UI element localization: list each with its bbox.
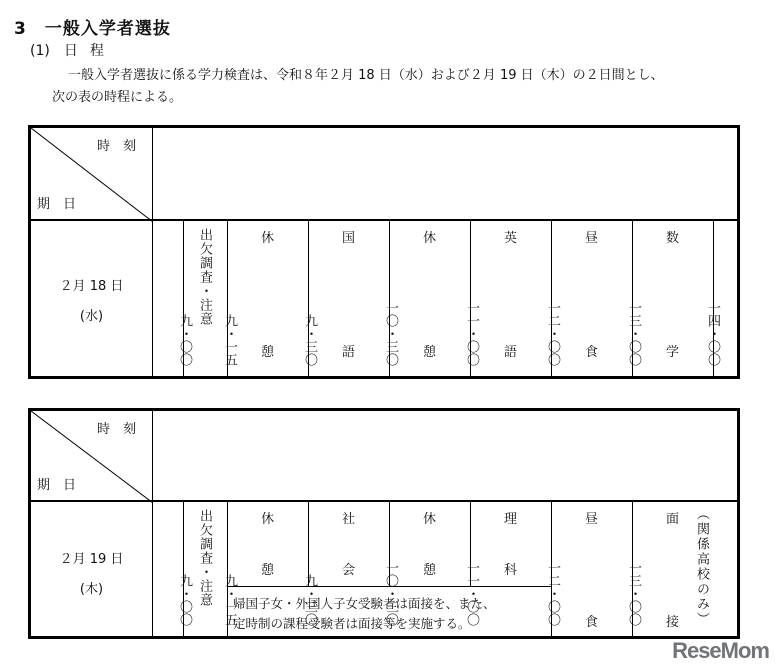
watermark-logo: ReseMom (672, 638, 769, 663)
cell-top: 休 (422, 512, 436, 527)
cell-top: 面 (665, 512, 679, 527)
cell-top: 社 (341, 512, 355, 527)
cell-bottom: 食 (584, 345, 598, 360)
date-label: ２月 19 日 (59, 552, 124, 567)
time-label: 九・一五 (222, 314, 237, 366)
time-label: 九・〇〇 (177, 314, 192, 366)
schedule-table-day2 (28, 408, 740, 639)
time-label: 九・三〇 (302, 574, 317, 626)
intro-paragraph: 一般入学者選抜に係る学力検査は、令和８年２月 18 日（水）および２月 19 日（木）の２日間とし、 次の表の時程による。 (52, 68, 664, 105)
note-line: 帰国子女・外国人子女受験者は面接を、また、 (233, 596, 496, 611)
cell-top: 数 (665, 231, 679, 246)
time-label: 一三・〇〇 (626, 301, 641, 366)
time-label: 一一・〇〇 (464, 301, 479, 366)
cell-top: 昼 (584, 512, 598, 527)
date-label: ２月 18 日 (59, 279, 124, 294)
weekday-label: (木) (79, 582, 104, 597)
cell-bottom: 会 (341, 563, 355, 578)
cell-bottom: 憩 (422, 345, 436, 360)
cell-bottom: 食 (584, 615, 598, 630)
cell-top: 休 (422, 231, 436, 246)
cell-bottom: 科 (503, 563, 517, 578)
time-header-label: 時 刻 (97, 139, 137, 154)
cell-bottom: 接 (665, 615, 679, 630)
time-label: 一二・〇〇 (545, 301, 560, 366)
time-label: 一二・〇〇 (545, 561, 560, 626)
cell-bottom: 語 (503, 345, 517, 360)
cell-top: 国 (341, 231, 355, 246)
cell-bottom: 語 (341, 345, 355, 360)
cell-top: 休 (260, 512, 274, 527)
cell-top: 昼 (584, 231, 598, 246)
time-label: 一一・〇〇 (464, 561, 479, 626)
time-header-label: 時 刻 (97, 422, 137, 437)
time-label: 一三・〇〇 (626, 561, 641, 626)
attendance-label: 出欠調査・注意 (197, 228, 212, 326)
cell-bottom: 憩 (260, 345, 274, 360)
cell-bottom: 学 (665, 345, 679, 360)
interview-note: （関係高校のみ） (694, 507, 709, 627)
date-header-label: 期 日 (37, 478, 77, 493)
section-heading: 3 一般入学者選抜 (14, 19, 171, 39)
time-label: 一〇・三〇 (383, 301, 398, 366)
cell-bottom: 憩 (422, 563, 436, 578)
cell-bottom: 憩 (260, 563, 274, 578)
cell-top: 英 (503, 231, 517, 246)
time-label: 九・一五 (222, 574, 237, 626)
time-label: 一四・〇〇 (705, 301, 720, 366)
attendance-label: 出欠調査・注意 (197, 509, 212, 607)
subsection-heading: (1) 日程 (30, 43, 116, 59)
note-line: 定時制の課程受験者は面接等を実施する。 (233, 616, 471, 631)
cell-top: 休 (260, 231, 274, 246)
cell-top: 理 (503, 512, 517, 527)
date-header-label: 期 日 (37, 197, 77, 212)
time-label: 一〇・三〇 (383, 561, 398, 626)
schedule-table-day1 (28, 125, 740, 379)
weekday-label: (水) (79, 309, 104, 324)
time-label: 九・〇〇 (177, 574, 192, 626)
time-label: 九・三〇 (302, 314, 317, 366)
